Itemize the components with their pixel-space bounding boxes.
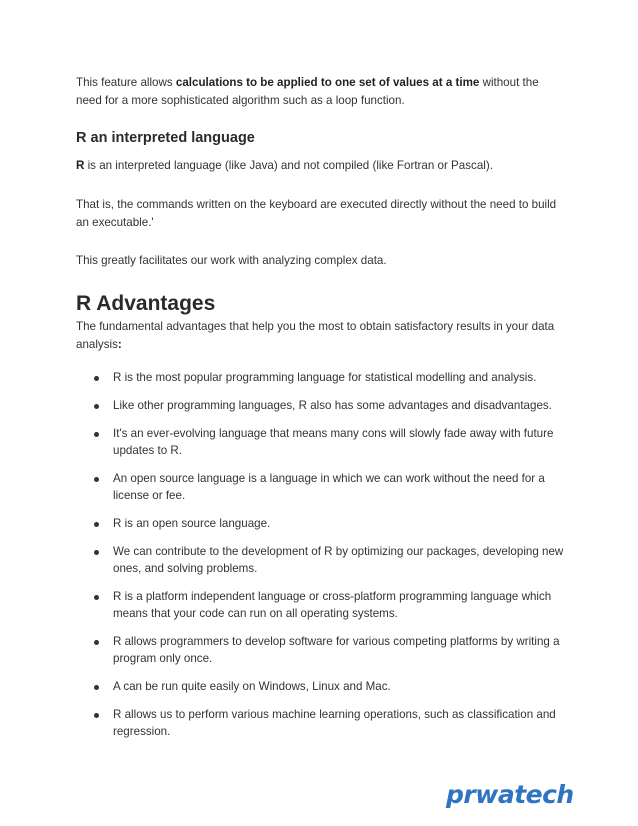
bullet-icon — [94, 404, 99, 409]
intro-tail: without the need for a more sophisticated algorithm such as a loop function. — [76, 76, 539, 107]
list-item — [76, 543, 566, 577]
bullet-icon — [94, 713, 99, 718]
intro-paragraph — [76, 74, 564, 110]
bullet-icon — [94, 477, 99, 482]
list-item-text: R is the most popular programming language for statistical modelling and analysis. — [113, 371, 537, 384]
list-item-text: R is a platform independent language or cross-platform programming language which means that your code can run on all operating systems. — [113, 590, 552, 620]
interpreted-paragraph-2: That is, the commands written on the keyboard are executed directly without the need to build an executable.' — [76, 198, 557, 229]
advantages-intro — [76, 318, 564, 354]
interpreted-paragraph-1-text: is an interpreted language (like Java) and not compiled (like Fortran or Pascal). — [84, 159, 493, 172]
bullet-icon — [94, 522, 99, 527]
bullet-icon — [94, 640, 99, 645]
list-item-text: R allows programmers to develop software for various competing platforms by writing a program only once. — [113, 635, 560, 665]
intro-lead: This feature allows — [76, 76, 176, 89]
list-item — [76, 369, 566, 386]
advantages-list — [76, 369, 566, 751]
r-bold-text: R — [76, 159, 85, 172]
advantages-intro-text: The fundamental advantages that help you the most to obtain satisfactory results in your data analysis — [76, 320, 555, 351]
list-item-text: Like other programming languages, R also has some advantages and disadvantages. — [113, 399, 552, 412]
list-item — [76, 588, 566, 622]
list-item — [76, 678, 566, 695]
bullet-icon — [94, 595, 99, 600]
prwatech-logo: prwatech — [446, 780, 574, 809]
list-item — [76, 397, 566, 414]
section-heading-interpreted: R an interpreted language — [76, 130, 255, 146]
list-item-text: R allows us to perform various machine learning operations, such as classification and regression. — [113, 708, 556, 738]
intro-bold-text: calculations to be applied to one set of values at a time — [175, 76, 480, 89]
list-item-text: An open source language is a language in which we can work without the need for a license or fee. — [113, 472, 545, 502]
section-heading-advantages: R Advantages — [76, 292, 216, 315]
bullet-icon — [94, 376, 99, 381]
interpreted-paragraph-1 — [76, 157, 564, 175]
list-item-text: R is an open source language. — [113, 517, 271, 530]
list-item-text: We can contribute to the development of R by optimizing our packages, developing new ones, and solving problems. — [113, 545, 564, 575]
list-item — [76, 633, 566, 667]
list-item-text: It's an ever-evolving language that means many cons will slowly fade away with future updates to R. — [113, 427, 554, 457]
list-item — [76, 515, 566, 532]
list-item — [76, 706, 566, 740]
advantages-intro-colon: : — [117, 338, 122, 351]
list-item — [76, 425, 566, 459]
list-item-text: A can be run quite easily on Windows, Linux and Mac. — [113, 680, 391, 693]
list-item — [76, 470, 566, 504]
bullet-icon — [94, 550, 99, 555]
bullet-icon — [94, 432, 99, 437]
bullet-icon — [94, 685, 99, 690]
interpreted-paragraph-3: This greatly facilitates our work with analyzing complex data. — [76, 254, 387, 267]
